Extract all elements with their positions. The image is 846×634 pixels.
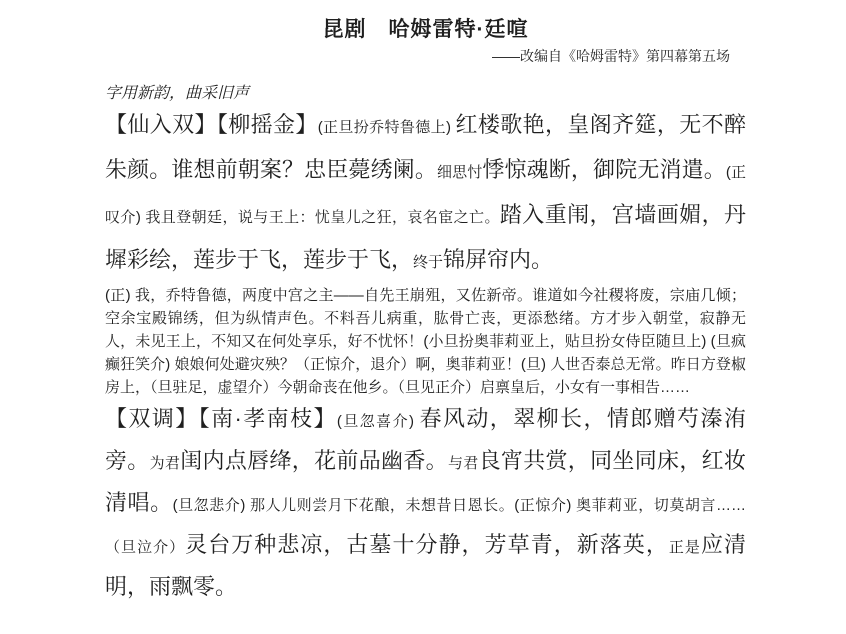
epigraph-line: 字用新韵，曲采旧声 (105, 85, 250, 102)
lyric-run: 踏入重闱，宫墙画媚，丹墀彩绘，莲步于飞，莲步于飞， (105, 202, 746, 272)
padding-word-run: 终于 (413, 254, 444, 271)
padding-word-run: 与君 (447, 455, 479, 472)
lyric-run: 悸惊魂断，御院无消遣。 (482, 157, 726, 182)
tune-title-run: 【双调】【南·孝南枝】 (105, 406, 337, 431)
attribution-line: ——改编自《哈姆雷特》第四幕第五场 (492, 48, 730, 64)
padding-word-run: 为君 (149, 455, 181, 472)
page-title: 昆剧 哈姆雷特·廷喧 (322, 18, 529, 41)
padding-word-run: 细思忖 (436, 164, 483, 181)
paragraph-aria-xiaonanzhi (105, 399, 746, 606)
stage-direction-run: (正旦扮乔特鲁德上) (317, 119, 456, 136)
lyric-run: 锦屏帘内。 (443, 247, 554, 272)
paragraph-dialogue (105, 284, 746, 399)
tune-title-run: 【仙入双】【柳摇金】 (105, 112, 318, 137)
lyric-run: 闺内点唇绛，花前品幽香。 (180, 448, 448, 473)
lyric-run: 应清明，雨飘零。 (105, 532, 746, 599)
lyric-run: 红楼歌艳，皇阁齐筵，无不醉朱颜。谁想前朝案？忠臣薨绣阑。 (105, 112, 746, 182)
stage-direction-run: (旦忽悲介) 那人儿则尝月下花酿，未想昔日恩长。(正惊介) 奥菲莉亚，切莫胡言……（旦泣介） (105, 497, 746, 556)
padding-word-run: 正是 (668, 539, 701, 556)
lyric-run: 春风动，翠柳长，情郎赠芍溱洧旁。 (105, 406, 746, 473)
lyric-run: 良宵共赏，同坐同床，红妆清唱。 (105, 448, 746, 515)
stage-direction-run: (正叹介) 我且登朝廷，说与王上：忧皇儿之狂，哀名宦之亡。 (105, 164, 746, 226)
lyric-run: 灵台万种悲凉，古墓十分静，芳草青，新落英， (185, 532, 669, 557)
paragraph-aria-liuyaojin (105, 104, 746, 284)
stage-direction-run: (旦忽喜介) (336, 413, 420, 430)
dialogue-run: (正) 我，乔特鲁德，两度中宫之主——自先王崩殂，又佐新帝。谁道如今社稷将废，宗庙几倾；空余宝殿锦绣，但为纵情声色。不料吾儿病重，肱骨亡丧，更添愁绪。方才步入朝堂，寂静无人，未见王上，不知又在何处享乐，好不忧怀！(小旦扮奥菲莉亚上，贴旦扮女侍臣随旦上) (旦疯癫狂笑介) 娘娘何处避灾殃？（正惊介，退介）啊，奥菲莉亚！(旦) 人世否泰总无常。昨日方登椒房上，（旦驻足，虚望介）今朝命丧在他乡。（旦见正介）启禀皇后，小女有一事相告…… (105, 287, 746, 396)
